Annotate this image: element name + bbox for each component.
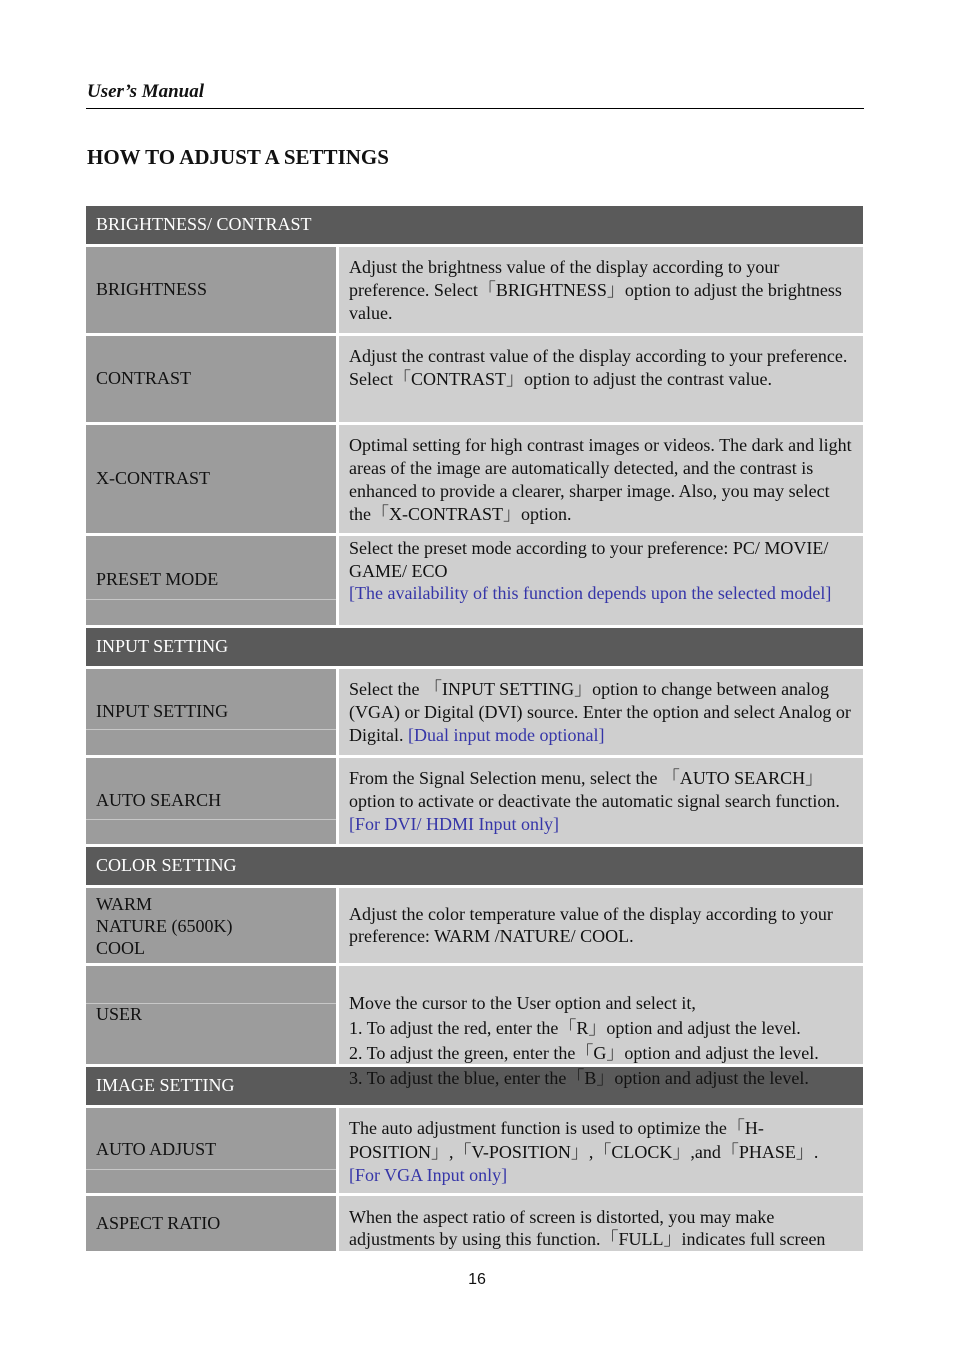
availability-note: [The availability of this function depends upon the selected model] (349, 583, 832, 603)
row-description: Adjust the color temperature value of the display according to your preference: WARM /NATURE/ COOL. (349, 904, 833, 946)
row-description-cell (339, 1108, 863, 1193)
row-description-cell (339, 536, 863, 625)
availability-note: [For VGA Input only] (349, 1165, 508, 1185)
table-row-brightness (86, 247, 863, 333)
row-description (349, 678, 855, 747)
row-label: USER (96, 1004, 143, 1024)
row-label-cell (86, 758, 336, 844)
row-description: Select the preset mode according to your preference: PC/ MOVIE/ GAME/ ECO (349, 538, 829, 581)
description-text: From the Signal Selection menu, select the 「AUTO SEARCH」option to activate or deactivate the automatic signal search function. (349, 768, 840, 811)
cell-divider (86, 819, 336, 820)
row-label: ASPECT RATIO (96, 1213, 221, 1233)
row-label-cell (86, 1196, 336, 1251)
table-row-auto-adjust (86, 1108, 863, 1193)
table-row-input-setting (86, 669, 863, 755)
page-number: 16 (468, 1271, 486, 1288)
row-label-cell (86, 1108, 336, 1193)
row-label: WARM NATURE (6500K) COOL (96, 894, 233, 958)
row-description-cell (339, 758, 863, 844)
page-heading: HOW TO ADJUST A SETTINGS (87, 145, 389, 169)
row-description: The auto adjustment function is used to optimize the「H-POSITION」,「V-POSITION」,「CLOCK」,and「PHASE」. (349, 1118, 819, 1162)
row-description: Adjust the contrast value of the display according to your preference. Select「CONTRAST」option to adjust the contrast value. (349, 346, 848, 389)
row-description: Adjust the brightness value of the display according to your preference. Select「BRIGHTNESS」option to adjust the brightness value. (349, 257, 842, 323)
row-description (349, 767, 855, 836)
availability-note: [Dual input mode optional] (408, 725, 605, 745)
row-description-cell (339, 247, 863, 333)
row-label-cell (86, 888, 336, 963)
table-row-aspect-ratio (86, 1196, 863, 1251)
cell-divider (86, 729, 336, 730)
section-header-input-setting: INPUT SETTING (86, 628, 863, 666)
row-label: AUTO ADJUST (96, 1139, 217, 1159)
cell-divider (86, 599, 336, 600)
section-header-brightness-contrast: BRIGHTNESS/ CONTRAST (86, 206, 863, 244)
row-label-cell (86, 536, 336, 625)
row-description-cell (339, 888, 863, 963)
row-label-cell (86, 425, 336, 533)
table-row-color-temperature (86, 888, 863, 963)
settings-table (86, 206, 863, 1251)
row-description: Optimal setting for high contrast images or videos. The dark and light areas of the image are automatically detected, and the contrast is enhanced to provide a clearer, sharper image. Also, you may select the「X-CONTRAST」option. (349, 435, 852, 524)
section-header-color-setting: COLOR SETTING (86, 847, 863, 885)
row-label: X-CONTRAST (96, 468, 211, 488)
table-row-contrast (86, 336, 863, 422)
row-label-cell (86, 669, 336, 755)
table-row-preset-mode (86, 536, 863, 625)
row-label: AUTO SEARCH (96, 790, 222, 810)
table-row-x-contrast (86, 425, 863, 533)
row-label-cell (86, 336, 336, 422)
cell-divider (86, 1169, 336, 1170)
header-divider (86, 108, 864, 109)
row-description-cell (339, 336, 863, 422)
availability-note: [For DVI/ HDMI Input only] (349, 814, 559, 834)
row-label: CONTRAST (96, 368, 192, 388)
row-label: PRESET MODE (96, 569, 219, 589)
row-description: Move the cursor to the User option and select it, 1. To adjust the red, enter the「R」option and adjust the level. 2. To adjust the green, enter the「G」option and adjust the level. 3. To adjust the blue, enter the「B」option and adjust the level. (349, 993, 819, 1088)
description-text: Select the 「INPUT SETTING」option to change between analog (VGA) or Digital (DVI) source. Enter the option and select Analog or Digital. (349, 679, 851, 745)
row-label: INPUT SETTING (96, 701, 229, 721)
row-label-cell (86, 966, 336, 1064)
row-description-cell (339, 669, 863, 755)
row-description-cell (339, 425, 863, 533)
row-label: BRIGHTNESS (96, 279, 208, 299)
row-label-cell (86, 247, 336, 333)
manual-header-title: User’s Manual (87, 81, 205, 102)
row-description-cell (339, 1196, 863, 1251)
row-description: When the aspect ratio of screen is distorted, you may make adjustments by using this function.「FULL」indicates full screen (349, 1207, 826, 1249)
row-description-cell (339, 966, 863, 1088)
section-header-image-setting: IMAGE SETTING (86, 1067, 863, 1105)
table-row-auto-search (86, 758, 863, 844)
